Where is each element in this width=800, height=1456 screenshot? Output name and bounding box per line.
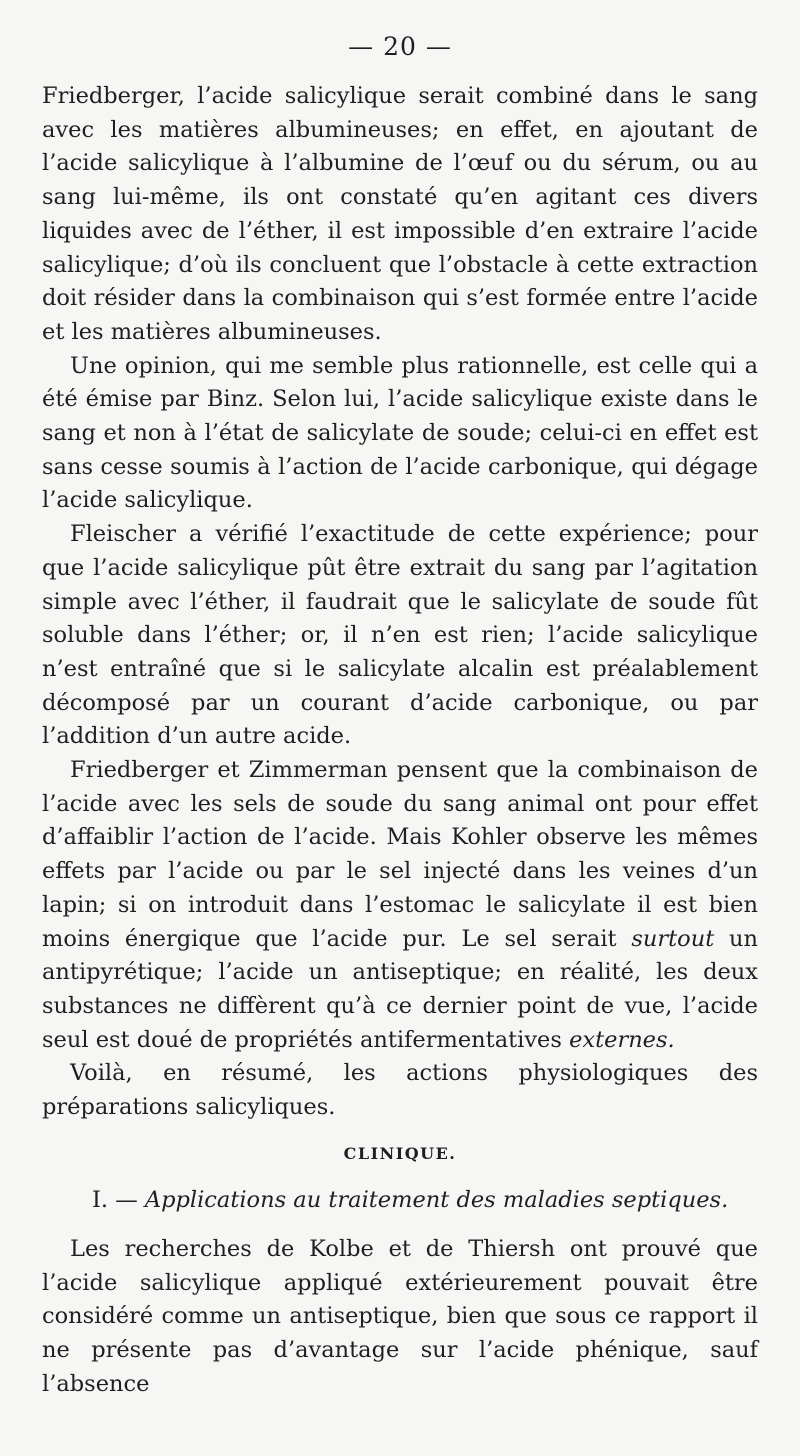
paragraph-binz-opinion: Une opinion, qui me semble plus rationnelle, est celle qui a été émise par Binz. Selon lui, l’acide salicylique existe dans le sang et non à l’état de salicylate de soude; celui-ci en effet est sans cesse soumis à l’action de l’acide carbonique, qui dégage l’acide salicylique. xyxy=(42,352,758,514)
paragraph-text: un antipyrétique; l’acide un antiseptique; en réalité, les deux substances ne diffèrent qu’à ce dernier point de vue, l’acide seul est doué de propriétés antifermentatives xyxy=(42,925,758,1053)
emphasis-externes: externes. xyxy=(569,1026,675,1053)
paragraph-text: Friedberger et Zimmerman pensent que la combinaison de l’acide avec les sels de soude du sang animal ont pour effet d’affaiblir l’action de l’acide. Mais Kohler observe les mêmes effets par l’acide ou par le sel injecté dans les veines d’un lapin; si on introduit dans l’estomac le salicylate il est bien moins énergique que l’acide pur. Le sel serait xyxy=(42,757,758,952)
paragraph-friedberger-continued: Friedberger, l’acide salicylique serait combiné dans le sang avec les matières albumineuses; en effet, en ajoutant de l’acide salicylique à l’albumine de l’œuf ou du sérum, ou au sang lui-même, ils ont constaté qu’en agitant ces divers liquides avec de l’éther, il est impossible d’en extraire l’acide salicylique; d’où ils concluent que l’obstacle à cette extraction doit résider dans la combinaison qui s’est formée entre l’acide et les matières albumineuses. xyxy=(42,83,758,345)
subsection-title: Applications au traitement des maladies septiques. xyxy=(144,1186,729,1213)
paragraph-fleischer: Fleischer a vérifié l’exactitude de cette expérience; pour que l’acide salicylique pût être extrait du sang par l’agitation simple avec l’éther, il faudrait que le salicylate de soude fût soluble dans l’éther; or, il n’en est rien; l’acide salicylique n’est entraîné que si le salicylate alcalin est préalablement décomposé par un courant d’acide carbonique, ou par l’addition d’un autre acide. xyxy=(42,521,758,750)
emphasis-surtout: surtout xyxy=(631,925,715,952)
subsection-heading xyxy=(42,1183,758,1217)
page-number: — 20 — xyxy=(348,32,452,61)
paragraph-summary: Voilà, en résumé, les actions physiologiques des préparations salicyliques. xyxy=(42,1060,758,1121)
subsection-number: I. — xyxy=(92,1186,145,1213)
paragraph-friedberger-zimmerman xyxy=(42,754,758,1057)
section-heading-clinique: CLINIQUE. xyxy=(343,1143,457,1163)
body-text xyxy=(42,80,758,1401)
paragraph-kolbe-thiersh: Les recherches de Kolbe et de Thiersh ont prouvé que l’acide salicylique appliqué extérieurement pouvait être considéré comme un antiseptique, bien que sous ce rapport il ne présente pas d’avantage sur l’acide phénique, sauf l’absence xyxy=(42,1235,758,1397)
